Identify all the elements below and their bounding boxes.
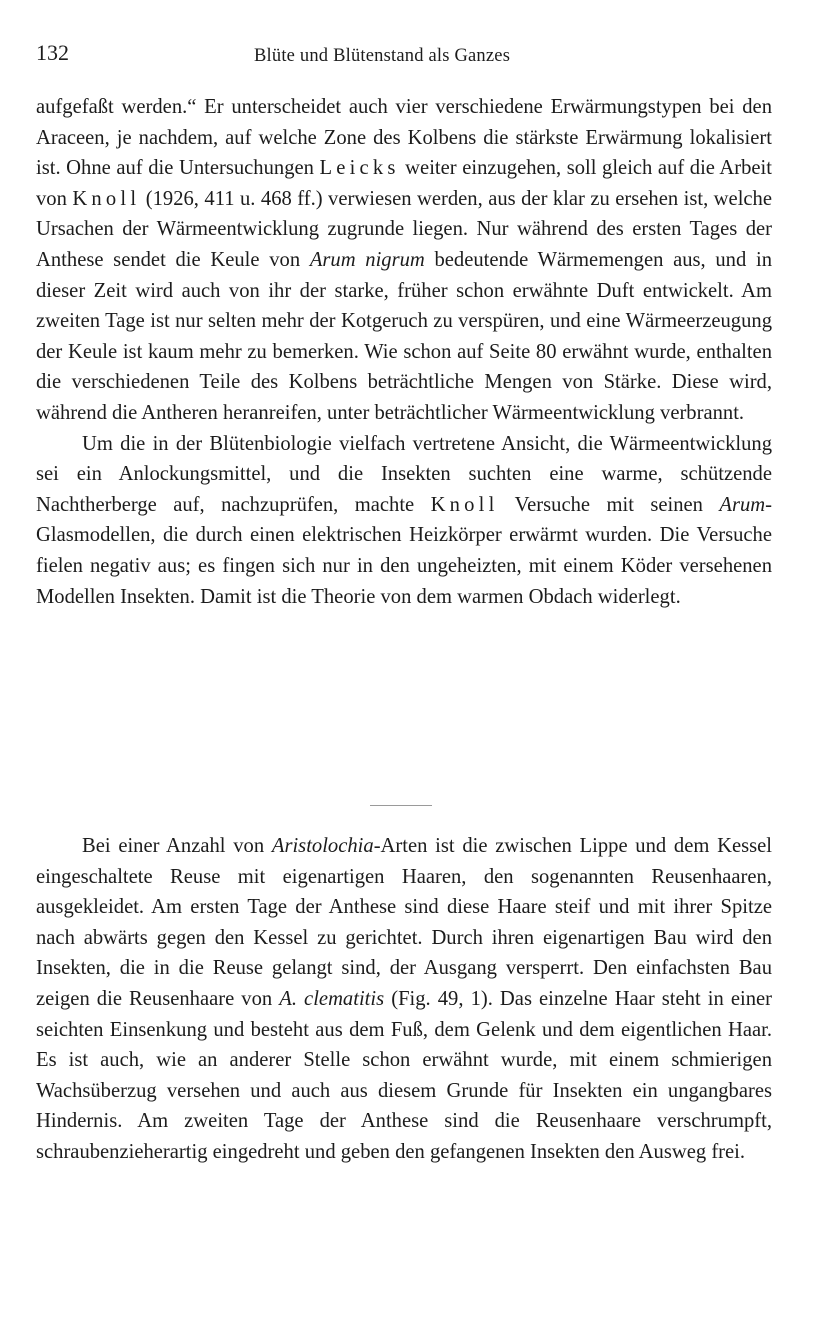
- running-head: [36, 40, 770, 70]
- paragraph-knoll-experiments: [36, 429, 772, 613]
- text-run: Bei einer Anzahl von: [82, 835, 272, 857]
- author-name-leick: Leicks: [319, 157, 400, 180]
- genus-name-arum: Arum: [719, 493, 766, 516]
- section-separator: [370, 805, 432, 806]
- running-title: Blüte und Blütenstand als Ganzes: [254, 46, 511, 66]
- text-run: Versuche mit seinen: [498, 493, 720, 516]
- page-number: 132: [36, 40, 69, 65]
- author-name-knoll: Knoll: [72, 187, 141, 210]
- species-name-a-clematitis: A. clematitis: [279, 987, 385, 1010]
- genus-name-aristolochia: Aristolochia: [271, 835, 374, 857]
- text-run: -Glasmodellen, die durch einen elektrischen Heizkörper erwärmt wurden. Die Versuche fielen negativ aus; es fingen sich nur in den ungeheizten, mit einem Köder versehenen Modellen Insekten. Damit ist die Theorie von dem warmen Obdach widerlegt.: [36, 493, 772, 608]
- paragraph-aristolochia: [36, 831, 772, 1168]
- paragraph-warming-types: [36, 92, 772, 429]
- text-run: -Arten ist die zwischen Lippe und dem Kessel eingeschaltete Reuse mit eigenartigen Haaren, den sogenannten Reusenhaaren, ausgekleidet. Am ersten Tage der Anthese sind diese Haare steif und mit ihrer Spitze nach abwärts gegen den Kessel zu gerichtet. Durch ihren eigenartigen Bau wird den Insekten, die in die Reuse gelangt sind, der Ausgang versperrt. Den einfachsten Bau zeigen die Reusenhaare von: [36, 835, 772, 1010]
- text-block-upper: [36, 92, 772, 612]
- text-run: Um die in der Blütenbiologie vielfach vertretene Ansicht, die Wärmeentwicklung sei ein Anlockungsmittel, und die Insekten suchten eine warme, schützende Nachtherberge auf, nachzuprüfen, machte: [36, 432, 772, 516]
- species-name-arum-nigrum: Arum nigrum: [309, 248, 425, 271]
- text-run: aufgefaßt werden.“ Er unterscheidet auch vier verschiedene Erwärmungstypen bei den Araceen, je nachdem, auf welche Zone des Kolbens die stärkste Erwärmung lokalisiert ist. Ohne auf die Untersuchungen: [36, 96, 772, 180]
- text-run: (Fig. 49, 1). Das einzelne Haar steht in einer seichten Einsenkung und besteht aus dem Fuß, dem Gelenk und dem eigentlichen Haar. Es ist auch, wie an anderer Stelle schon erwähnt wurde, mit einem schmierigen Wachsüberzug versehen und auch aus diesem Grunde für Insekten ein ungangbares Hindernis. Am zweiten Tage der Anthese sind die Reusenhaare verschrumpft, schraubenzieherartig eingedreht und geben den gefangenen Insekten den Ausweg frei.: [36, 987, 772, 1163]
- text-run: (1926, 411 u. 468 ff.) verwiesen werden, aus der klar zu ersehen ist, welche Ursachen der Wärmeentwicklung zugrunde liegen. Nur während des ersten Tages der Anthese sendet die Keule von: [36, 187, 772, 271]
- text-run: bedeutende Wärmemengen aus, und in dieser Zeit wird auch von ihr der starke, früher schon erwähnte Duft entwickelt. Am zweiten Tage ist nur selten mehr der Kotgeruch zu verspüren, und eine Wärmeerzeugung der Keule ist kaum mehr zu bemerken. Wie schon auf Seite 80 erwähnt wurde, enthalten die verschiedenen Teile des Kolbens beträchtliche Mengen von Stärke. Diese wird, während die Antheren heranreifen, unter beträchtlicher Wärmeentwicklung verbrannt.: [36, 248, 772, 424]
- author-name-knoll: Knoll: [430, 493, 499, 516]
- text-block-lower: [36, 831, 772, 1168]
- text-run: weiter einzugehen, soll gleich auf die Arbeit von: [36, 157, 772, 210]
